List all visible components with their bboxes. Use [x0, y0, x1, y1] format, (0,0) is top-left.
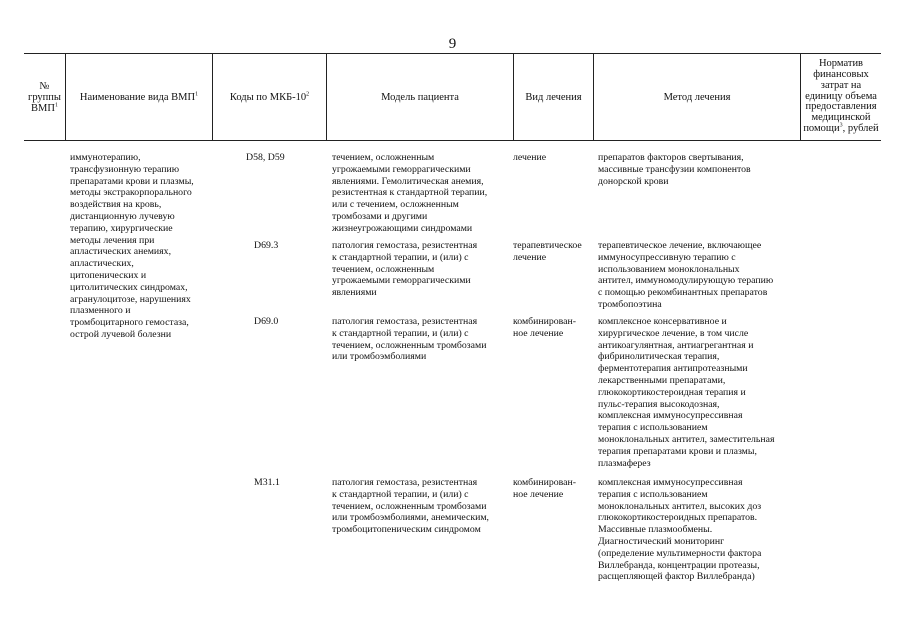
patient-model-cell: патология гемостаза, резистентная к стандартной терапии, и (или) с течением, осложненным угрожаемыми геморрагическими явлениями [332, 240, 478, 299]
treatment-method-cell: препаратов факторов свертывания, массивные трансфузии компонентов донорской крови [598, 152, 751, 187]
treatment-method-cell: терапевтическое лечение, включающее иммуносупрессивную терапию с использованием моноклональных антител, иммуномодулирующую терапию с помощью рекомбинантных препаратов тромбопоэтина [598, 240, 774, 310]
treatment-type-cell: комбинирован- ное лечение [513, 477, 577, 500]
header-treatment-method: Метод лечения [663, 91, 731, 103]
treatment-method-cell: комплексная иммуносупрессивная терапия с использованием моноклональных антител, высоких доз глюкокортикостероидных препаратов. Массивные плазмообмены. Диагностический мониторинг (определение мультимерности фактора Виллебранда, концентрации протеазы, расщепляющей фактор Виллебранда) [598, 477, 762, 583]
treatment-type-cell: комбинирован- ное лечение [513, 316, 577, 339]
page-number: 9 [448, 36, 457, 52]
header-bottom-border [24, 140, 881, 141]
header-vmp-name: Наименование вида ВМП$^1$ [79, 91, 199, 103]
icd-code: D69.3 [254, 240, 279, 251]
treatment-type-cell: терапевтическое лечение [513, 240, 582, 263]
header-patient-model: Модель пациента [381, 91, 459, 103]
patient-model-cell: течением, осложненным угрожаемыми геморрагическими явлениями. Гемолитическая анемия, резистентная к стандартной терапии, или с течением, осложненным тромбозами и другими жизнеугрожающими синдромами [332, 152, 488, 234]
icd-code: M31.1 [254, 477, 280, 488]
header-group-number: № группы ВМП$^1$ [28, 80, 61, 114]
icd-code: D69.0 [254, 316, 279, 327]
header-treatment-type: Вид лечения [525, 91, 582, 103]
header-norm-cost: Норматив финансовых затрат на единицу объема предоставления медицинской помощи$^3$, рублей [803, 58, 879, 134]
icd-code: D58, D59 [246, 152, 285, 163]
treatment-type-cell: лечение [513, 152, 547, 163]
patient-model-cell: патология гемостаза, резистентная к стандартной терапии, и (или) с течением, осложненным тромбозами или тромбоэмболиями [332, 316, 487, 363]
vmp-name-cell: иммунотерапию, трансфузионную терапию препаратами крови и плазмы, методы экстракорпорального воздействия на кровь, дистанционную лучевую терапию, хирургические методы лечения при апластических анемиях, апластических, цитопенических и цитолитических синдромах, агранулоцитозе, нарушениях плазменного и тромбоцитарного гемостаза, острой лучевой болезни [70, 152, 194, 340]
header-icd-codes: Коды по МКБ-$10^2$ [229, 91, 310, 103]
treatment-method-cell: комплексное консервативное и хирургическое лечение, в том числе антикоагулянтная, антиагрегантная и фибринолитическая терапия, ферментотерапия антипротеазными лекарственными препаратами, глюкокортикостероидная терапия и пульс-терапия высокодозная, комплексная иммуносупрессивная терапия с использованием моноклональных антител, заместительная терапия препаратами крови и плазмы, плазмаферез [598, 316, 775, 469]
patient-model-cell: патология гемостаза, резистентная к стандартной терапии, и (или) с течением, осложненным тромбозами или тромбоэмболиями, анемическим, тромбоцитопеническим синдромом [332, 477, 489, 536]
